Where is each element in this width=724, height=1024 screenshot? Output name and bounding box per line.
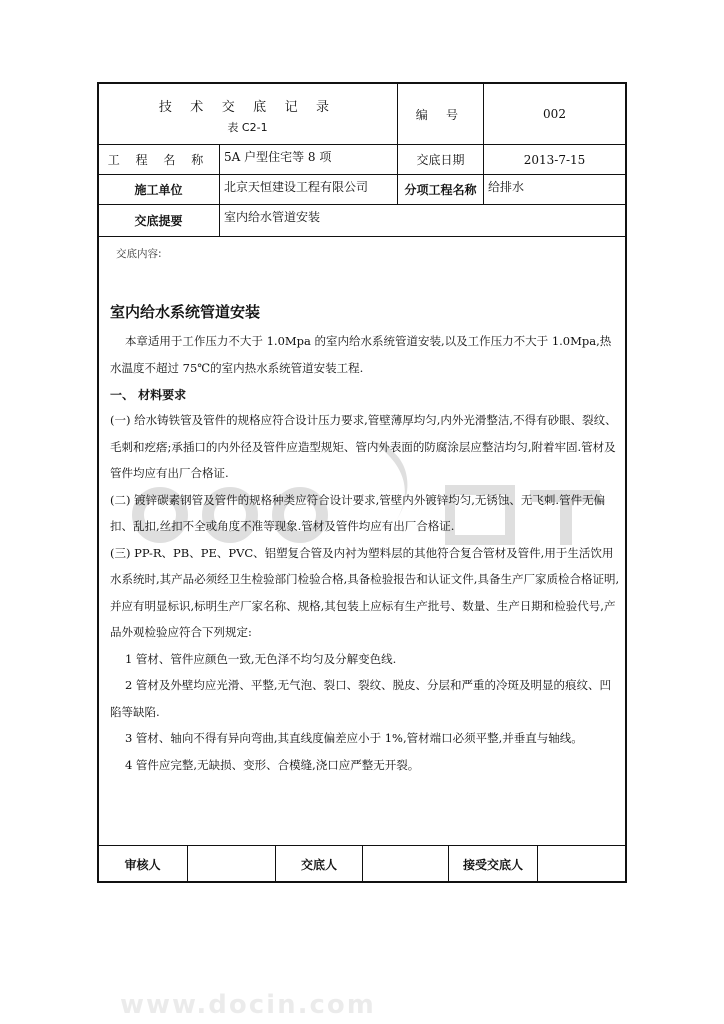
subproject-label: 分项工程名称 (404, 183, 477, 197)
disclosure-content (110, 246, 620, 778)
section-title: 室内给水系统管道安装 (110, 303, 261, 321)
heading-material-requirements: 一、 材料要求 (110, 388, 187, 402)
number-value: 002 (543, 107, 566, 121)
date-value: 2013-7-15 (523, 152, 586, 167)
content-intro-label: 交底内容: (116, 248, 162, 260)
scope-paragraph: 本章适用于工作压力不大于 1.0Mpa 的室内给水系统管道安装,以及工作压力不大于 1.0Mpa,热水温度不超过 75℃的室内热水系统管道安装工程. (110, 334, 612, 375)
contractor-label: 施工单位 (134, 183, 183, 197)
sub-requirement-3: 3 管材、轴向不得有异向弯曲,其直线度偏差应小于 1%,管材端口必须平整,并垂直与轴线。 (124, 731, 583, 745)
receiver-label: 接受交底人 (462, 857, 523, 872)
summary-value: 室内给水管道安装 (224, 210, 321, 224)
requirement-item-3: (三) PP-R、PB、PE、PVC、铝塑复合管及内衬为塑料层的其他符合复合管材及管件,用于生活饮用水系统时,其产品必须经卫生检验部门检验合格,具备检验报告和认证文件,具备生产厂家质检合格证明,并应有明显标识,标明生产厂家名称、规格,其包装上应标有生产批号、数量、生产日期和检验代号,产品外观检验应符合下列规定: (110, 545, 620, 639)
contractor-value: 北京天恒建设工程有限公司 (224, 180, 369, 194)
reviewer-signature[interactable] (188, 846, 275, 882)
receiver-signature[interactable] (538, 846, 625, 882)
subproject-value: 给排水 (488, 180, 525, 194)
document-title: 技 术 交 底 记 录 (158, 100, 337, 115)
project-name-label: 工 程 名 称 (107, 153, 210, 167)
requirement-item-1: (一) 给水铸铁管及管件的规格应符合设计压力要求,管壁薄厚均匀,内外光滑整洁,不得有砂眼、裂纹、毛刺和疙瘩;承插口的内外径及管件应造型规矩、管内外表面的防腐涂层应整洁均匀,附着牢固.管材及管件均应有出厂合格证. (110, 413, 617, 480)
docin-url-watermark: www.docin.com (120, 990, 376, 1020)
sub-requirement-2: 2 管材及外壁均应光滑、平整,无气泡、裂口、裂纹、脱皮、分层和严重的冷斑及明显的痕纹、凹陷等缺陷. (110, 678, 612, 719)
form-code: 表 C2-1 (227, 121, 268, 134)
sub-requirement-1: 1 管材、管件应颜色一致,无色泽不均匀及分解变色线. (124, 651, 397, 666)
project-name-value: 5A 户型住宅等 8 项 (224, 150, 332, 164)
sub-requirement-4: 4 管件应完整,无缺损、变形、合模缝,浇口应严整无开裂。 (124, 757, 420, 772)
discloser-label: 交底人 (300, 857, 337, 872)
requirement-item-2: (二) 镀锌碳素钢管及管件的规格种类应符合设计要求,管壁内外镀锌均匀,无锈蚀、无飞刺.管件无偏扣、乱扣,丝扣不全或角度不准等现象.管材及管件均应有出厂合格证. (110, 492, 606, 533)
title-block (98, 84, 397, 144)
number-label: 编 号 (415, 107, 466, 122)
reviewer-label: 审核人 (124, 857, 161, 872)
row-divider (97, 236, 627, 237)
discloser-signature[interactable] (363, 846, 448, 882)
summary-label: 交底提要 (134, 214, 183, 228)
date-label: 交底日期 (416, 153, 465, 167)
